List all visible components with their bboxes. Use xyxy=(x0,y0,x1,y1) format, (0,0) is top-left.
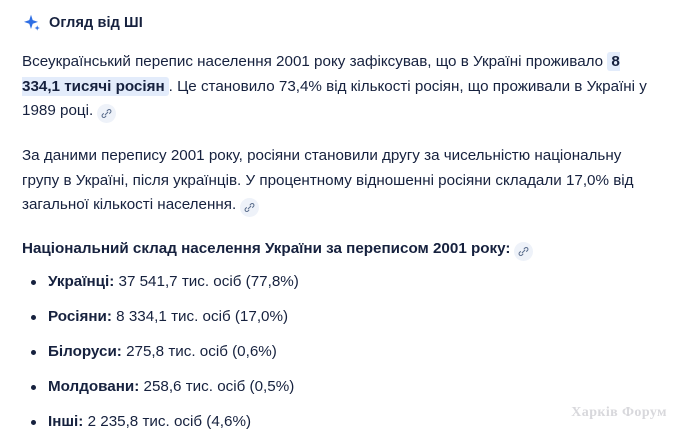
list-item-label: Українці: xyxy=(48,272,115,290)
paragraph-2-text: За даними перепису 2001 року, росіяни становили другу за чисельністю національну групу в Україні, після українців. У процентному відношенні росіяни складали 17,0% від загальної кількості населення. xyxy=(22,146,634,214)
list-item xyxy=(22,271,661,293)
list-section-title xyxy=(22,238,661,261)
list-item xyxy=(22,411,661,433)
sparkle-icon xyxy=(22,14,40,32)
list-item xyxy=(22,306,661,328)
list-item xyxy=(22,376,661,398)
list-item-label: Росіяни: xyxy=(48,307,112,325)
list-section-title-text: Національний склад населення України за переписом 2001 року: xyxy=(22,239,511,257)
highlighted-figure: 8 334,1 тисячі росіян xyxy=(22,53,620,95)
ethnic-composition-list xyxy=(22,271,661,433)
link-icon[interactable] xyxy=(514,242,533,261)
ai-overview-title: Огляд від ШІ xyxy=(49,15,143,31)
link-icon[interactable] xyxy=(97,104,116,123)
list-item-value: 258,6 тис. осіб (0,5%) xyxy=(143,377,295,395)
list-item-label: Інші: xyxy=(48,412,84,430)
list-item-value: 37 541,7 тис. осіб (77,8%) xyxy=(118,272,299,290)
paragraph-1 xyxy=(22,50,647,124)
list-item xyxy=(22,341,661,363)
link-icon[interactable] xyxy=(240,198,259,217)
paragraph-1-text-b: . Це становило 73,4% від кількості росіян, що проживали в Україні у 1989 році. xyxy=(22,77,647,120)
ai-overview-header xyxy=(22,14,661,32)
watermark: Харків Форум xyxy=(571,405,667,420)
paragraph-2 xyxy=(22,144,647,218)
list-item-label: Молдовани: xyxy=(48,377,140,395)
list-item-label: Білоруси: xyxy=(48,342,122,360)
paragraph-1-text-a: Всеукраїнський перепис населення 2001 року зафіксував, що в Україні проживало xyxy=(22,53,608,70)
list-item-value: 8 334,1 тис. осіб (17,0%) xyxy=(116,307,289,325)
list-item-value: 275,8 тис. осіб (0,6%) xyxy=(126,342,277,360)
list-item-value: 2 235,8 тис. осіб (4,6%) xyxy=(87,412,252,430)
